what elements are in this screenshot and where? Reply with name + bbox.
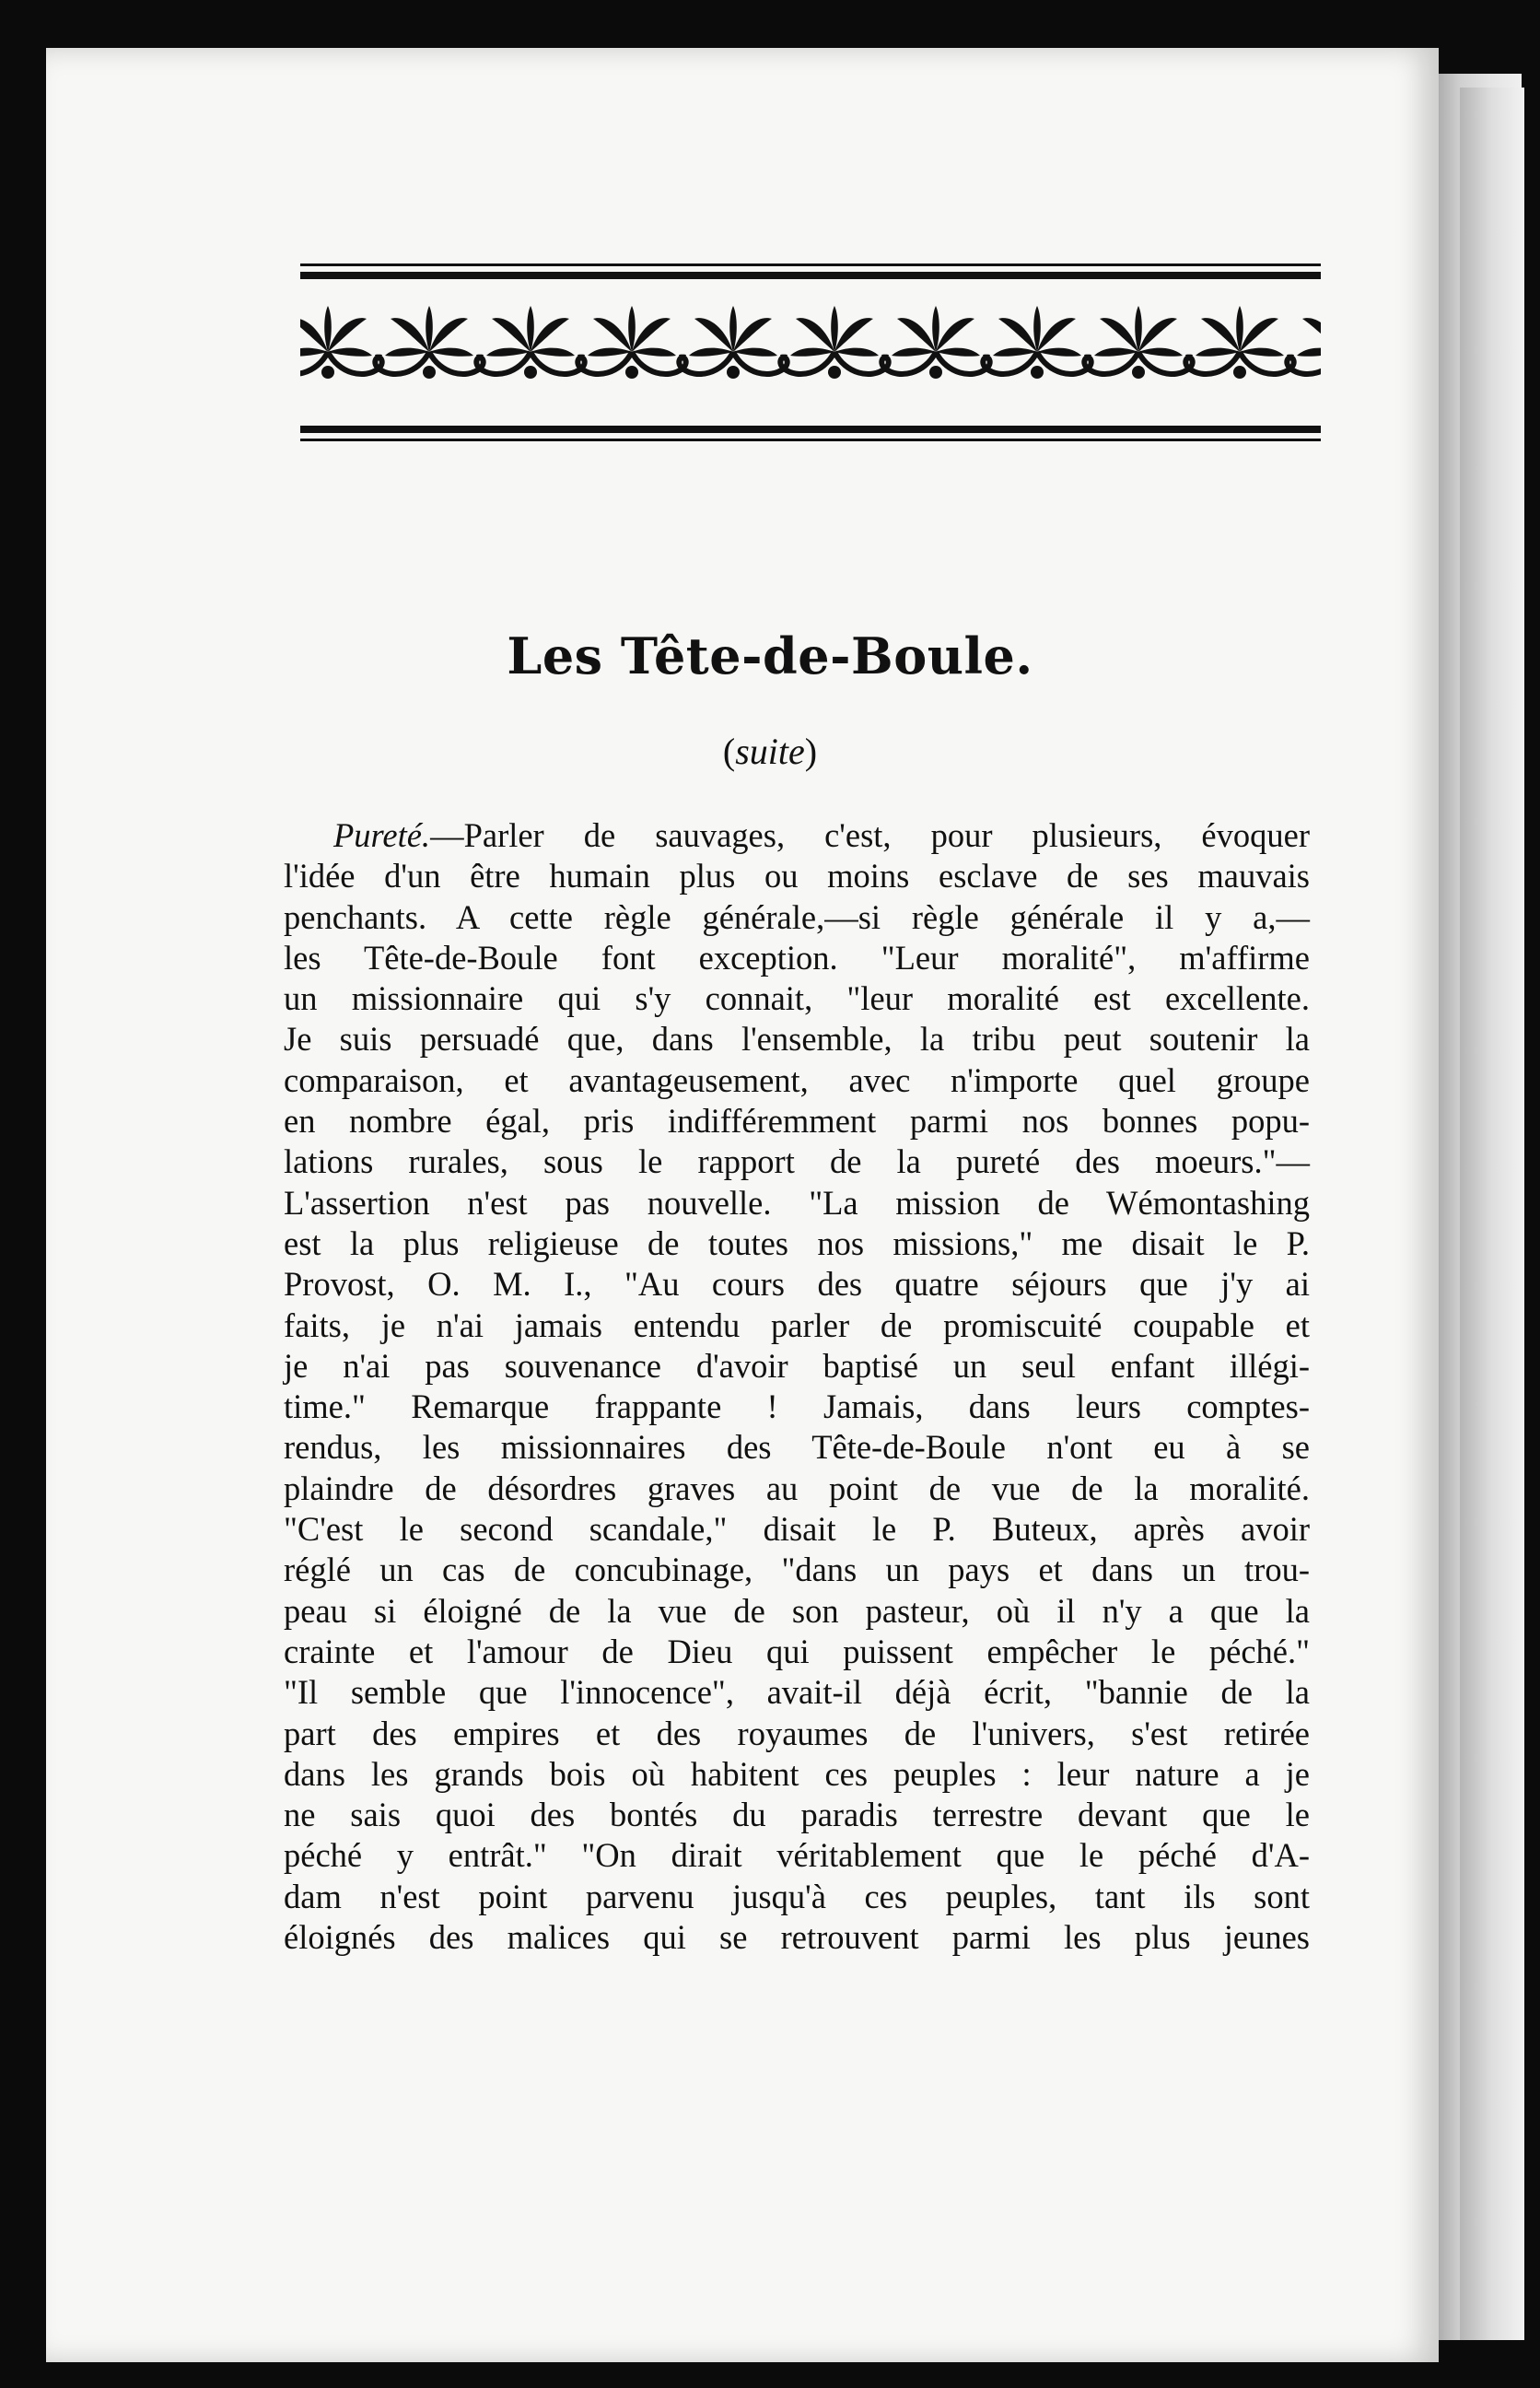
text-line: les Tête-de-Boule font exception. "Leur moralité", m'affirme [284, 938, 1310, 977]
page-subtitle: (suite) [722, 731, 818, 772]
floral-motif [1287, 306, 1321, 379]
text-line: Je suis persuadé que, dans l'ensemble, la tribu peut soutenir la [284, 1020, 1310, 1059]
text-line: réglé un cas de concubinage, "dans un pays et dans un trou- [284, 1551, 1310, 1589]
text-line-rest: —Parler de sauvages, c'est, pour plusieurs, évoquer [430, 816, 1310, 854]
floral-motif [1185, 306, 1293, 379]
text-line: un missionnaire qui s'y connait, "leur moralité est excellente. [284, 979, 1310, 1018]
lead-word: Pureté. [333, 816, 431, 854]
text-line: "C'est le second scandale," disait le P. Buteux, après avoir [284, 1510, 1310, 1549]
text-line: l'idée d'un être humain plus ou moins esclave de ses mauvais [284, 857, 1310, 896]
ornament-rule [300, 272, 1321, 279]
page-title: Les Tête-de-Boule. [507, 626, 1033, 685]
floral-motif [881, 306, 989, 379]
floral-motif [679, 306, 787, 379]
text-line: lations rurales, sous le rapport de la pureté des moeurs."— [284, 1142, 1310, 1181]
text-line: en nombre égal, pris indifféremment parmi nos bonnes popu- [284, 1102, 1310, 1141]
ornament-rule [300, 263, 1321, 266]
book-page-edge [1460, 88, 1524, 2340]
floral-motif [476, 306, 584, 379]
text-line: rendus, les missionnaires des Tête-de-Boule n'ont eu à se [284, 1428, 1310, 1467]
floral-motif [780, 306, 888, 379]
text-line: time." Remarque frappante ! Jamais, dans leurs comptes- [284, 1387, 1310, 1426]
text-line: ne sais quoi des bontés du paradis terrestre devant que le [284, 1796, 1310, 1834]
floral-band [300, 306, 1321, 379]
text-line: péché y entrât." "On dirait véritablement que le péché d'A- [284, 1836, 1310, 1875]
text-line [284, 815, 1310, 856]
text-line: dam n'est point parvenu jusqu'à ces peuples, tant ils sont [284, 1877, 1310, 1915]
ornament-rule [300, 439, 1321, 441]
floral-motif [578, 306, 685, 379]
text-line: Provost, O. M. I., "Au cours des quatre séjours que j'y ai [284, 1265, 1310, 1304]
text-line: "Il semble que l'innocence", avait-il déjà écrit, "bannie de la [284, 1673, 1310, 1712]
subtitle-text: suite [735, 731, 805, 772]
text-line: je n'ai pas souvenance d'avoir baptisé un seul enfant illégi- [284, 1346, 1310, 1385]
floral-motif [983, 306, 1091, 379]
text-line: plaindre de désordres graves au point de vue de la moralité. [284, 1469, 1310, 1507]
text-line: éloignés des malices qui se retrouvent parmi les plus jeunes [284, 1918, 1310, 1957]
text-line: peau si éloigné de la vue de son pasteur, où il n'y a que la [284, 1591, 1310, 1630]
text-line: penchants. A cette règle générale,—si règle générale il y a,— [284, 897, 1310, 936]
floral-motif [1084, 306, 1192, 379]
floral-motif [300, 306, 382, 379]
text-line: crainte et l'amour de Dieu qui puissent empêcher le péché." [284, 1632, 1310, 1670]
text-line: faits, je n'ai jamais entendu parler de promiscuité coupable et [284, 1305, 1310, 1344]
text-line: part des empires et des royaumes de l'univers, s'est retirée [284, 1714, 1310, 1752]
floral-ornament-header [300, 263, 1321, 444]
text-line: dans les grands bois où habitent ces peuples : leur nature a je [284, 1754, 1310, 1793]
text-line: est la plus religieuse de toutes nos missions," me disait le P. [284, 1223, 1310, 1262]
floral-motif [375, 306, 483, 379]
text-line: comparaison, et avantageusement, avec n'importe quel groupe [284, 1060, 1310, 1099]
body-paragraph [284, 815, 1310, 1958]
ornament-rule [300, 426, 1321, 433]
text-line: L'assertion n'est pas nouvelle. "La mission de Wémontashing [284, 1183, 1310, 1222]
